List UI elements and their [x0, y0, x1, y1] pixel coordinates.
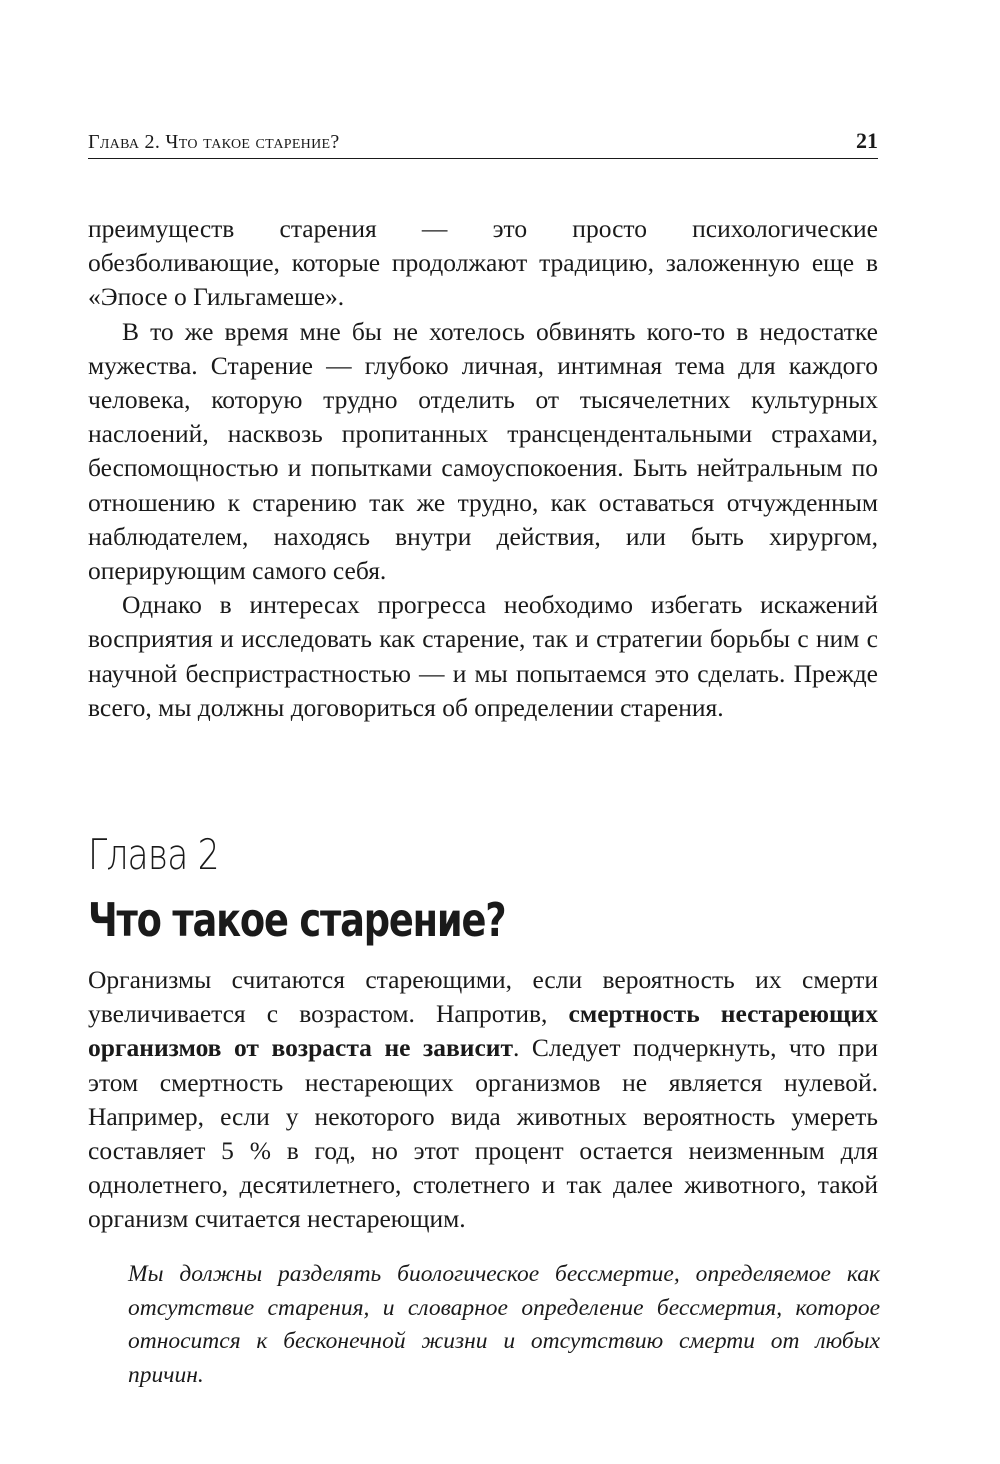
body-text-bold: смертность нестареющих организмов от возраста не зависит [88, 999, 878, 1063]
intro-paragraph-3: Однако в интересах прогресса необходимо избегать искажений восприятия и исследовать как старение, так и стратегии борьбы с ним с научной беспристрастностью — и мы попытаемся это сделать. Прежде всего, мы должны договориться об определении старения. [88, 590, 878, 722]
intro-paragraph-1: преимуществ старения — это просто психологические обезболивающие, которые продолжают традицию, заложенную еще в «Эпосе о Гильгамеше». [88, 214, 878, 312]
callout-note: Мы должны разделять биологическое бессмертие, определяемое как отсутствие старения, и словарное определение бессмертия, которое относится к бесконечной жизни и отсутствию смерти от любых причин. [128, 1261, 880, 1388]
chapter-body [88, 963, 878, 1237]
body-text-start: Организмы считаются стареющими, если вероятность их смерти увеличивается с возрастом. Напротив, [88, 965, 878, 1029]
intro-text [88, 212, 878, 725]
running-title: Глава 2. Что такое старение? [88, 131, 340, 153]
body-paragraph-1 [88, 963, 878, 1237]
page-number: 21 [856, 128, 878, 153]
chapter-title: Что такое старение? [88, 893, 506, 947]
intro-paragraph-2: В то же время мне бы не хотелось обвинять кого-то в недостатке мужества. Старение — глубоко личная, интимная тема для каждого человека, которую трудно отделить от тысячелетних культурных наслоений, насквозь пропитанных трансцендентальными страхами, беспомощностью и попытками самоуспокоения. Быть нейтральным по отношению к старению так же трудно, как оставаться отчужденным наблюдателем, находясь внутри действия, или быть хирургом, оперирующим самого себя. [88, 316, 878, 586]
body-text-end: . Следует подчеркнуть, что при этом смертность нестареющих организмов не является нулевой. Например, если у некоторого вида животных вероятность умереть составляет 5 % в год, но этот процент остается неизменным для однолетнего, десятилетнего, столетнего и так далее животного, такой организм считается нестареющим. [88, 1033, 878, 1234]
running-header [88, 128, 878, 159]
chapter-label: Глава 2 [88, 830, 219, 879]
